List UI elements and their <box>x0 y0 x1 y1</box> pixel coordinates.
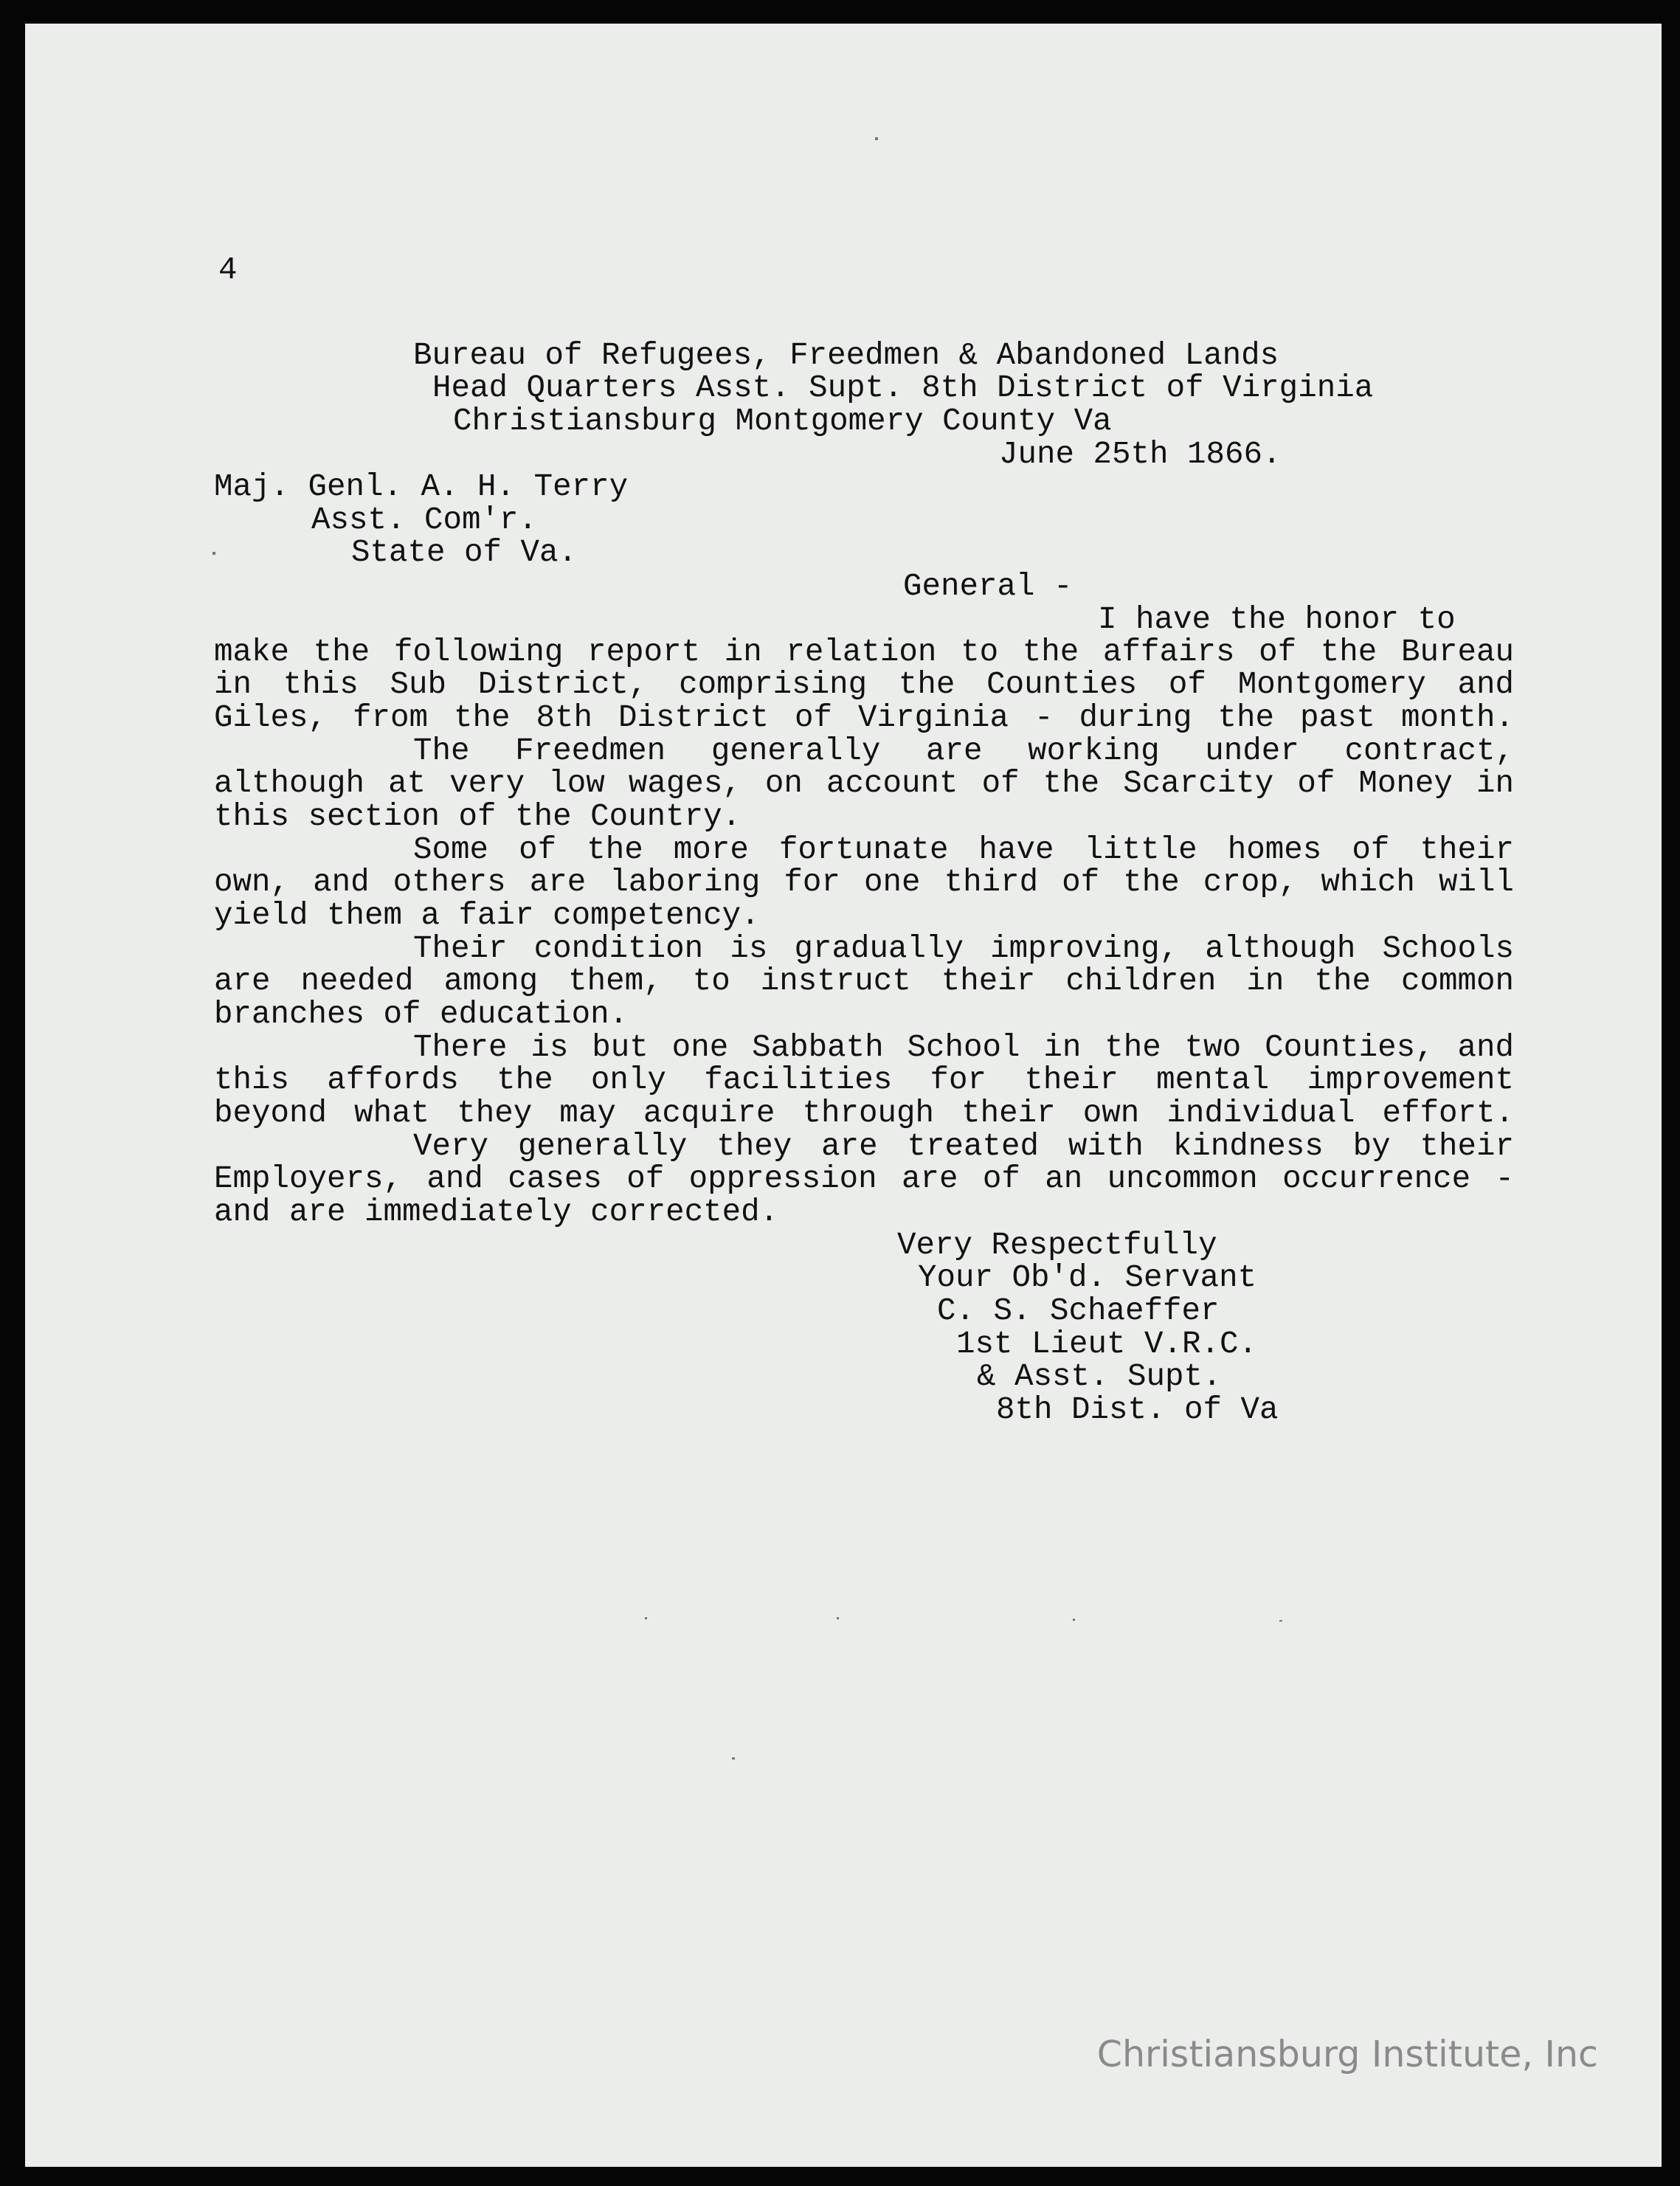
body-line-8: Some of the more fortunate have little homes of their <box>413 832 1514 868</box>
letterhead-line-3: Christiansburg Montgomery County Va <box>453 404 1112 439</box>
speck <box>1279 1620 1282 1622</box>
addressee-title: Asst. Com'r. <box>311 502 538 538</box>
body-line-14: There is but one Sabbath School in the two Counties, and <box>413 1030 1514 1065</box>
body-line-12: are needed among them, to instruct their children in the common <box>214 964 1514 999</box>
closing-signature-name: C. S. Schaeffer <box>937 1293 1220 1329</box>
speck <box>212 552 215 555</box>
page-number: 4 <box>218 252 238 288</box>
body-line-16: beyond what they may acquire through their own individual effort. <box>214 1096 1514 1131</box>
body-line-10: yield them a fair competency. <box>214 898 760 933</box>
body-line-19: and are immediately corrected. <box>214 1194 779 1230</box>
body-line-6: although at very low wages, on account of the Scarcity of Money in <box>214 766 1514 801</box>
body-line-3: in this Sub District, comprising the Counties of Montgomery and <box>214 667 1514 702</box>
letterhead-line-2: Head Quarters Asst. Supt. 8th District of Virginia <box>432 370 1374 406</box>
speck <box>1073 1619 1075 1621</box>
speck <box>645 1617 647 1619</box>
letter-date: June 25th 1866. <box>999 437 1282 472</box>
document-page <box>25 24 1662 2167</box>
body-line-5: The Freedmen generally are working under contract, <box>413 733 1514 769</box>
closing-district: 8th Dist. of Va <box>996 1392 1279 1428</box>
body-line-9: own, and others are laboring for one third of the crop, which will <box>214 865 1514 900</box>
speck <box>732 1757 735 1760</box>
body-line-1: I have the honor to <box>1098 602 1456 637</box>
speck <box>837 1617 839 1619</box>
body-line-4: Giles, from the 8th District of Virginia - during the past month. <box>214 700 1514 736</box>
body-line-11: Their condition is gradually improving, although Schools <box>413 931 1514 966</box>
closing-line-2: Your Ob'd. Servant <box>918 1260 1257 1296</box>
addressee-name: Maj. Genl. A. H. Terry <box>214 469 629 505</box>
body-line-7: this section of the Country. <box>214 799 742 834</box>
closing-title: & Asst. Supt. <box>977 1359 1222 1394</box>
addressee-state: State of Va. <box>351 535 578 570</box>
letterhead-line-1: Bureau of Refugees, Freedmen & Abandoned Lands <box>413 338 1279 373</box>
body-line-2: make the following report in relation to the affairs of the Bureau <box>214 634 1514 670</box>
watermark: Christiansburg Institute, Inc <box>1096 2033 1598 2075</box>
closing-line-1: Very Respectfully <box>897 1228 1217 1263</box>
salutation: General - <box>903 569 1073 604</box>
body-line-13: branches of education. <box>214 997 629 1032</box>
body-line-17: Very generally they are treated with kindness by their <box>413 1129 1514 1164</box>
closing-rank: 1st Lieut V.R.C. <box>956 1327 1258 1362</box>
body-line-15: this affords the only facilities for their mental improvement <box>214 1062 1514 1098</box>
body-line-18: Employers, and cases of oppression are of an uncommon occurrence - <box>214 1161 1514 1197</box>
speck <box>875 137 878 140</box>
